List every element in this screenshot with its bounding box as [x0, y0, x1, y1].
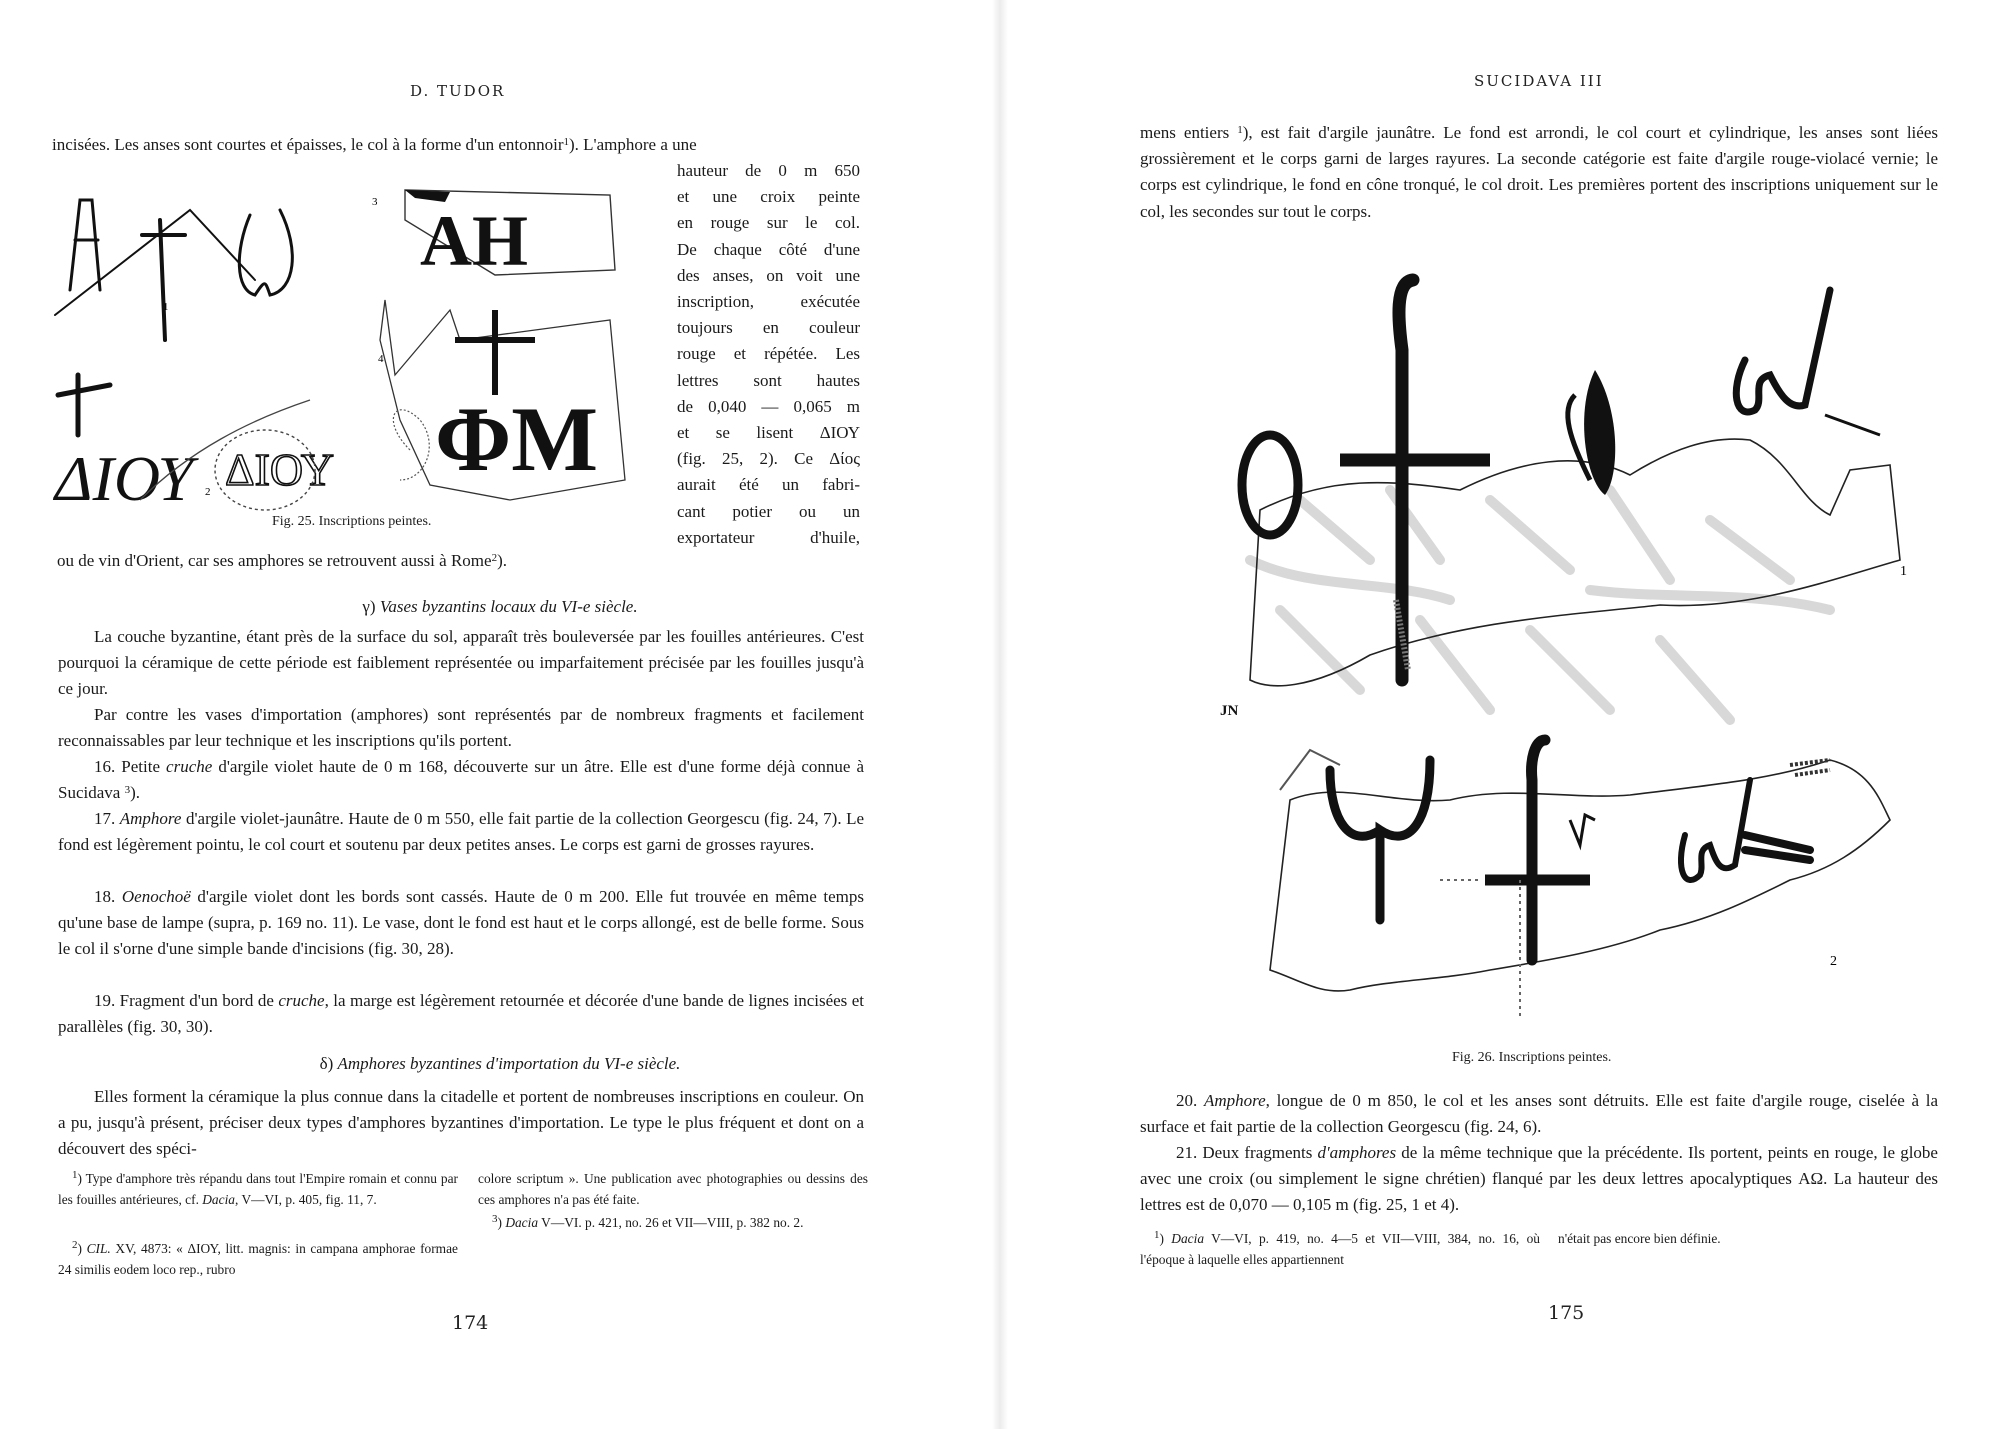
- figure-26: [1190, 260, 1950, 1060]
- page-number: 174: [452, 1312, 489, 1334]
- footnote-1-continued: n'était pas encore bien définie.: [1558, 1231, 1721, 1246]
- catalog-item-16: 16. Petite cruche d'argile violet haute de 0 m 168, découverte sur un âtre. Elle est d'une forme déjà connue à Sucidava $^3$).: [58, 757, 864, 803]
- figure-caption: Fig. 26. Inscriptions peintes.: [1452, 1050, 1612, 1065]
- lead-line: incisées. Les anses sont courtes et épaisses, le col à la forme d'un entonnoir$^1$). L'amphore a une: [52, 135, 697, 154]
- side-line: de 0,040 — 0,065 m: [677, 396, 860, 416]
- side-line: en rouge sur le col.: [677, 213, 860, 233]
- figure-label-1: 1: [1900, 564, 1907, 579]
- footnote-ref[interactable]: 1: [563, 136, 569, 148]
- figure-25: [50, 180, 670, 540]
- side-line: hauteur de 0 m 650: [677, 161, 860, 180]
- inscription-diou-1: ΔΙΟΥ: [55, 443, 194, 514]
- figure-label-2: 2: [205, 486, 211, 498]
- paragraph: La couche byzantine, étant près de la surface du sol, apparaît très bouleversée par les fouilles antérieures. C'est pourquoi la céramique de cette période est faiblement représentée ou imparfaitement précisée par les fouilles jusqu'à ce jour.: [58, 627, 864, 699]
- running-head: SUCIDAVA III: [1474, 72, 1604, 90]
- catalog-item-17: 17. Amphore d'argile violet-jaunâtre. Haute de 0 m 550, elle fait partie de la collection Georgescu (fig. 24, 7). Le fond est légèrement pointu, le col court et soutenu par deux petites anses. Le corps est garni de grosses rayures.: [58, 809, 865, 855]
- section-heading-delta: δ) Amphores byzantines d'importation du VI-e siècle.: [319, 1054, 681, 1073]
- side-line: exportateur d'huile,: [677, 527, 860, 547]
- footnote-1: $^1$) Type d'amphore très répandu dans tout l'Empire romain et connu par les fouilles antérieures, cf. Dacia, V—VI, p. 405, fig. 11, 7.: [58, 1169, 458, 1207]
- footnote-ref[interactable]: 3: [124, 784, 131, 797]
- inscription-phi-mu: ΦΜ: [435, 388, 599, 490]
- side-line: et se lisent ΔΙΟΥ: [677, 423, 860, 443]
- footnote-2-continued: colore scriptum ». Une publication avec photographies ou dessins des ces amphores n'a pas été faite.: [478, 1171, 868, 1207]
- side-line: lettres sont hautes: [677, 370, 860, 390]
- inscription-diou-2: ΔΙΟΥ: [225, 444, 335, 495]
- side-line: aurait été un fabri-: [677, 475, 860, 495]
- side-line: des anses, on voit une: [677, 265, 860, 285]
- svg-text:JN: JN: [1220, 703, 1239, 719]
- side-column: [677, 158, 860, 551]
- footnote-3: $^3$) Dacia V—VI. p. 421, no. 26 et VII—VIII, p. 382 no. 2.: [492, 1213, 804, 1230]
- figure-label-3: 3: [372, 196, 378, 208]
- figure-caption: Fig. 25. Inscriptions peintes.: [272, 514, 432, 529]
- side-line: De chaque côté d'une: [677, 239, 860, 259]
- side-line: inscription, exécutée: [677, 292, 860, 312]
- footnote-ref[interactable]: 2: [491, 552, 498, 564]
- catalog-item-21: 21. Deux fragments d'amphores de la même technique que la précédente. Ils portent, peints en rouge, le globe avec une croix (ou simplement le signe chrétien) flanqué par les deux lettres apocalyptiques ΑΩ. La hauteur des lettres est de 0,070 — 0,105 m (fig. 25, 1 et 4).: [1140, 1143, 1938, 1215]
- figure-label-4: 4: [378, 353, 384, 365]
- side-line: cant potier ou un: [677, 501, 860, 521]
- footnote-ref[interactable]: 1: [1237, 124, 1243, 136]
- inscription-ah: ΑΗ: [420, 201, 528, 281]
- running-head: D. TUDOR: [410, 82, 506, 100]
- page-number: 175: [1548, 1302, 1585, 1324]
- paragraph: mens entiers $^1$), est fait d'argile jaunâtre. Le fond est arrondi, le col court et cylindrique, les anses sont liées grossièrement et le corps garni de larges rayures. La seconde catégorie est faite d'argile rouge-violacé vernie; le corps est cylindrique, le fond en cône tronqué, le col droit. Les premières portent des inscriptions uniquement sur le col, les secondes sur tout le corps.: [1140, 123, 1938, 221]
- catalog-item-19: 19. Fragment d'un bord de cruche, la marge est légèrement retournée et décorée d'une bande de lignes incisées et parallèles (fig. 30, 30).: [58, 991, 864, 1037]
- paragraph: Par contre les vases d'importation (amphores) sont représentés par de nombreux fragments et facilement reconnaissables par leur technique et les inscriptions qu'ils portent.: [58, 705, 864, 751]
- side-line: rouge et répétée. Les: [677, 344, 860, 364]
- paragraph: Elles forment la céramique la plus connue dans la citadelle et portent de nombreuses inscriptions en couleur. On a pu, jusqu'à présent, préciser deux types d'amphores byzantines d'importation. Le type le plus fréquent et dont on a découvert des spéci-: [58, 1087, 864, 1159]
- side-line: toujours en couleur: [677, 318, 860, 338]
- catalog-item-18: 18. Oenochoë d'argile violet dont les bords sont cassés. Haute de 0 m 200. Elle fut trouvée en même temps qu'une base de lampe (supra, p. 169 no. 11). Le vase, dont le fond est haut et le corps allongé, est de belle forme. Sous le col il s'orne d'une simple bande d'incisions (fig. 30, 28).: [58, 887, 864, 959]
- side-line: et une croix peinte: [677, 187, 860, 207]
- section-heading-gamma: γ) Vases byzantins locaux du VI-e siècle.: [362, 597, 638, 616]
- catalog-item-20: 20. Amphore, longue de 0 m 850, le col et les anses sont détruits. Elle est faite d'argile rouge, ciselée à la surface et fait partie de la collection Georgescu (fig. 24, 6).: [1140, 1091, 1938, 1137]
- figure-label-2: 2: [1830, 954, 1837, 969]
- side-line: (fig. 25, 2). Ce Δίος: [677, 449, 860, 469]
- footnote-1: $^1$) Dacia V—VI, p. 419, no. 4—5 et VII—VIII, 384, no. 16, où l'époque à laquelle elles appartiennent: [1140, 1229, 1541, 1267]
- right-page: [1000, 0, 2000, 1429]
- footnote-2: $^2$) CIL. XV, 4873: « ΔΙΟΥ, litt. magnis: in campana amphorae formae 24 similis eodem loco rep., rubro: [58, 1239, 458, 1277]
- tail-line: ou de vin d'Orient, car ses amphores se retrouvent aussi à Rome$^2$).: [57, 551, 507, 570]
- figure-label-1: 1: [163, 301, 169, 313]
